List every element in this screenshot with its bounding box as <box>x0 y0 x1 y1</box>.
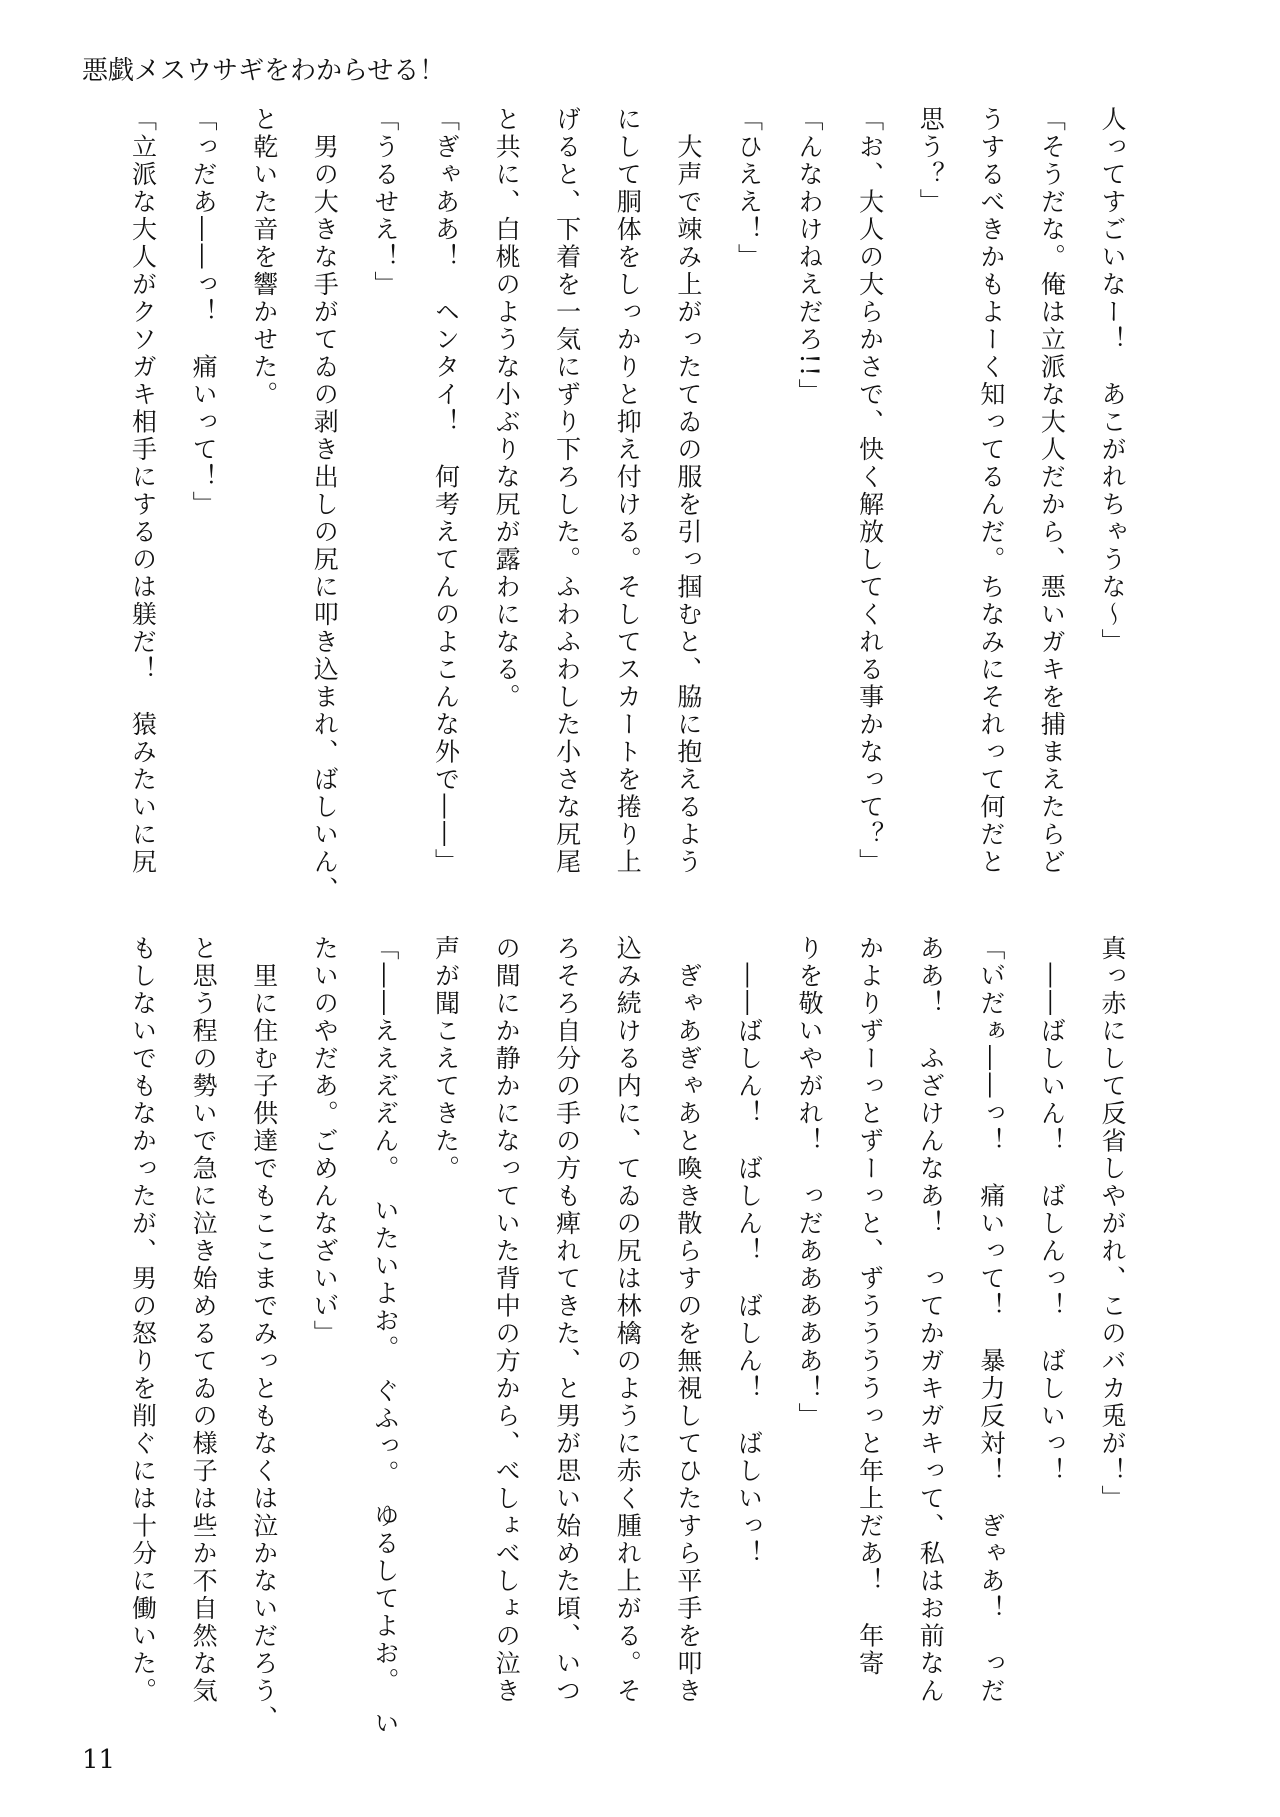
text-column: 真っ赤にして反省しやがれ、このバカ兎が！」 <box>1098 935 1127 1513</box>
text-column: と共に、白桃のような小ぶりな尻が露わになる。 <box>492 106 522 711</box>
text-column: りを敬いやがれ！ っだあああああ！」 <box>795 935 825 1430</box>
text-column: うするべきかもよーく知ってるんだ。ちなみにそれって何だと <box>976 106 1006 876</box>
text-column: ――ばしん！ ばしん！ ばしん！ ばしいっ！ <box>734 935 764 1568</box>
text-column: の間にか静かになっていた背中の方から、べしょべしょの泣き <box>492 935 522 1705</box>
upper-text-block <box>112 106 1142 904</box>
text-column: 込み続ける内に、てゐの尻は林檎のように赤く腫れ上がる。そ <box>613 935 643 1705</box>
text-column: 「ぎゃああ！ ヘンタイ！ 何考えてんのよこんな外で――」 <box>431 106 461 876</box>
text-column: 「そうだな。俺は立派な大人だから、悪いガキを捕まえたらど <box>1037 106 1067 876</box>
text-column: ぎゃあぎゃあと喚き散らすのを無視してひたすら平手を叩き <box>673 935 703 1705</box>
text-column: と乾いた音を響かせた。 <box>249 106 279 409</box>
text-column: 「お、大人の大らかさで、快く解放してくれる事かなって？」 <box>855 106 885 876</box>
text-column: 里に住む子供達でもここまでみっともなくは泣かないだろう、 <box>249 935 279 1733</box>
text-column: 思う？」 <box>916 106 946 216</box>
text-column: 「ひええ！」 <box>734 106 764 271</box>
text-column: 「うるせえ！」 <box>370 106 400 299</box>
text-column: 「んなわけねえだろ!!」 <box>795 106 825 407</box>
text-column: 「立派な大人がクソガキ相手にするのは躾だ！ 猿みたいに尻 <box>128 106 158 876</box>
text-column: にして胴体をしっかりと抑え付ける。そしてスカートを捲り上 <box>613 106 643 876</box>
text-column: たいのやだあ。ごめんなざいい゙」 <box>310 935 340 1348</box>
text-column: 男の大きな手がてゐの剥き出しの尻に叩き込まれ、ばしいん、 <box>310 106 340 904</box>
page-number: 11 <box>82 1745 116 1775</box>
text-column: 「――えええ゙え゙ん。 いたいよお。 ぐふっ。 ゆるしてよお。 い <box>370 935 400 1738</box>
text-column: もしないでもなかったが、男の怒りを削ぐには十分に働いた。 <box>128 935 158 1705</box>
text-column: 声が聞こえてきた。 <box>431 935 461 1183</box>
text-column: 「っだあ――っ！ 痛いって！」 <box>189 106 219 519</box>
text-column: げると、下着を一気にずり下ろした。ふわふわした小さな尻尾 <box>552 106 582 876</box>
text-column: ああ！ ふざけんなあ！ ってかガキガキって、私はお前なん <box>916 935 946 1705</box>
text-column: ろそろ自分の手の方も痺れてきた、と男が思い始めた頃、いつ <box>552 935 582 1705</box>
text-column: かよりずーっとずーっと、ずううううっと年上だあ！ 年寄 <box>855 935 885 1678</box>
text-column: と思う程の勢いで急に泣き始めるてゐの様子は些か不自然な気 <box>189 935 219 1705</box>
text-column: 「い゙だぁ――っ！ 痛いって！ 暴力反対！ ぎゃあ！ っだ <box>976 935 1006 1705</box>
text-column: 大声で竦み上がったてゐの服を引っ掴むと、脇に抱えるよう <box>673 106 703 876</box>
lower-text-block <box>112 935 1142 1738</box>
text-column: 人ってすごいなー！ あこがれちゃうな〜」 <box>1098 106 1127 656</box>
running-title: 悪戯メスウサギをわからせる！ <box>82 56 446 86</box>
text-column: ――ばしいん！ ばしんっ！ ばしいっ！ <box>1037 935 1067 1485</box>
